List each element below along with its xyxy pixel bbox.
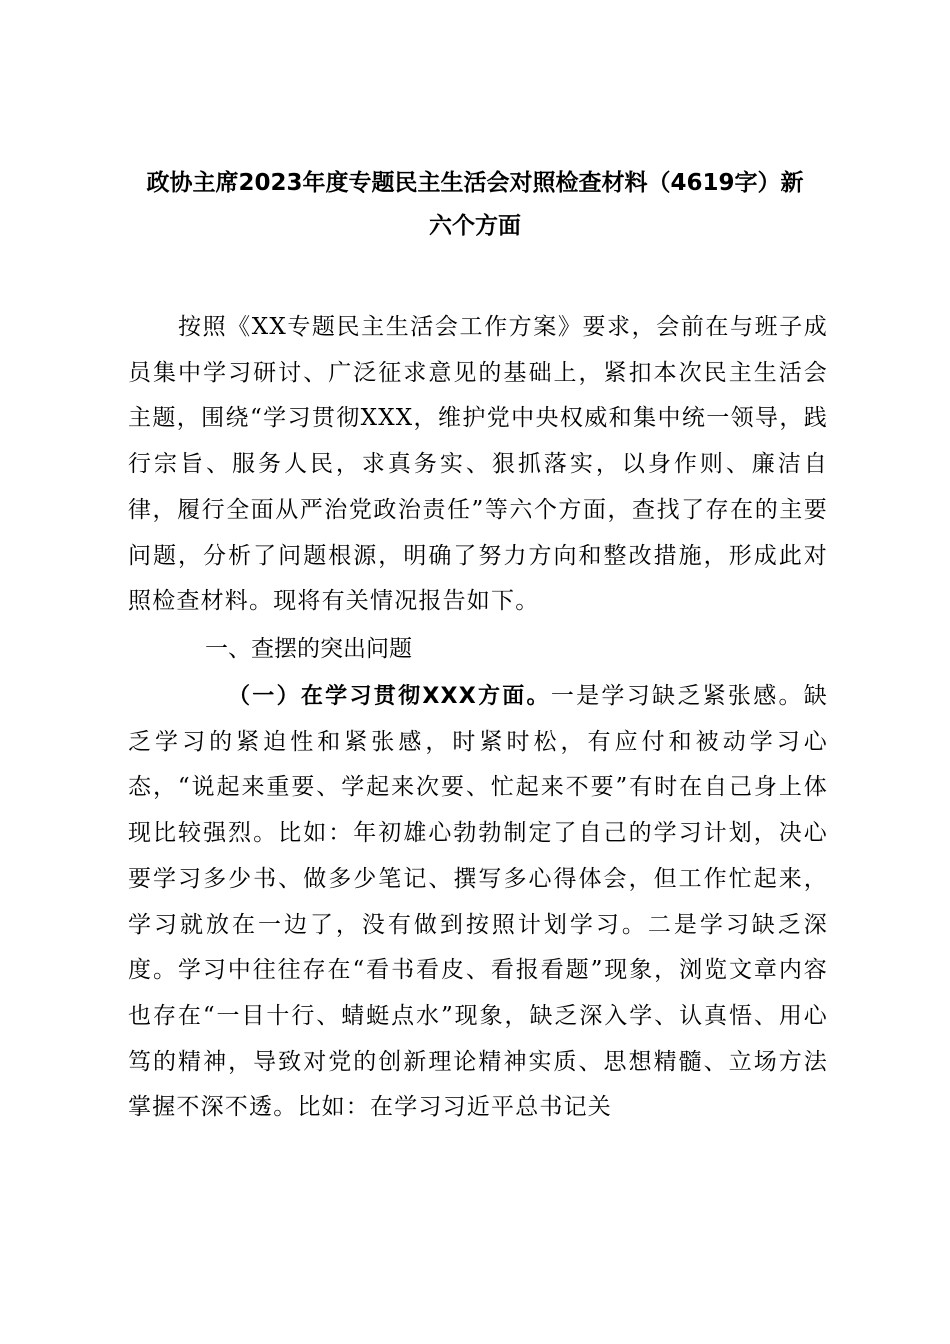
section-heading: 一、查摆的突出问题 [205, 636, 412, 662]
subsection-body: 一是学习缺乏紧张感。缺乏学习的紧迫性和紧张感，时紧时松，有应付和被动学习心态，“说起来重要、学起来次要、忙起来不要”有时在自己身上体现比较强烈。比如：年初雄心勃勃制定了自己的学习计划，决心要学习多少书、做多少笔记、撰写多心得体会，但工作忙起来，学习就放在一边了，没有做到按照计划学习。二是学习缺乏深度。学习中往往存在“看书看皮、看报看题”现象，浏览文章内容也存在“一目十行、蜻蜓点水”现象，缺乏深入学、认真悟、用心笃的精神，导致对党的创新理论精神实质、思想精髓、立场方法掌握不深不透。比如：在学习习近平总书记关 [128, 683, 829, 1121]
document-title-line-2: 六个方面 [429, 213, 521, 239]
document-title-line-1: 政协主席2023年度专题民主生活会对照检查材料（4619字）新 [146, 170, 804, 196]
intro-paragraph: 按照《XX专题民主生活会工作方案》要求，会前在与班子成员集中学习研讨、广泛征求意见的基础上，紧扣本次民主生活会主题，围绕“学习贯彻XXX，维护党中央权威和集中统一领导，践行宗旨、服务人民，求真务实、狠抓落实，以身作则、廉洁自律，履行全面从严治党政治责任”等六个方面，查找了存在的主要问题，分析了问题根源，明确了努力方向和整改措施，形成此对照检查材料。现将有关情况报告如下。 [128, 314, 828, 615]
subsection-heading: （一）在学习贯彻XXX方面。 [228, 684, 551, 709]
subsection-paragraph [128, 674, 828, 1131]
